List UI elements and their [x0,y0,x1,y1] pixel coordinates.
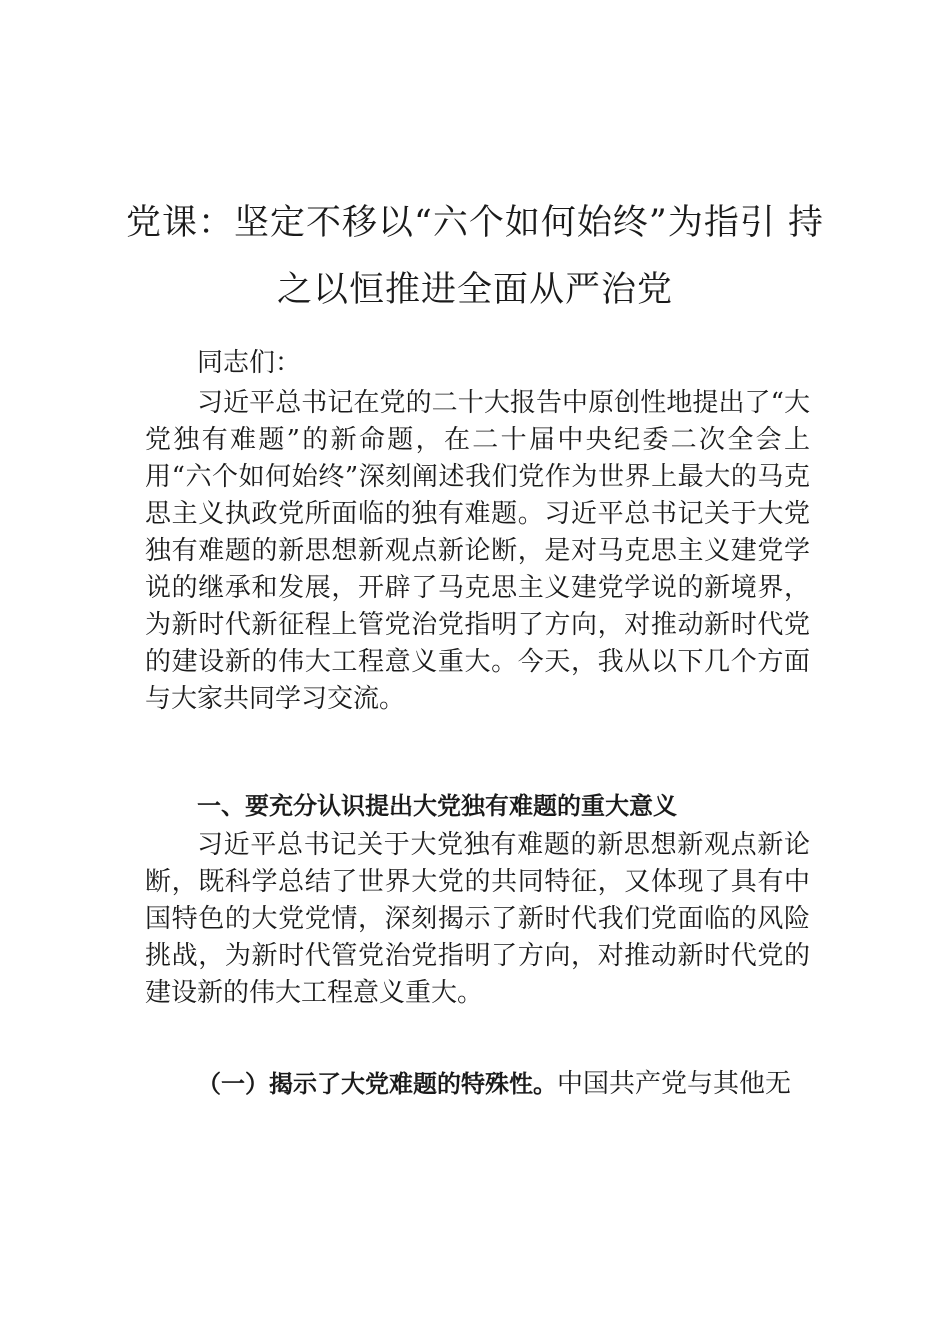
greeting: 同志们： [197,348,302,378]
document-title-line-2: 之以恒推进全面从严治党 [276,270,673,310]
subsection-text-1: 中国共产党与其他无 [557,1069,792,1099]
subsection-heading-1: （一）揭示了大党难题的特殊性。 [197,1070,557,1098]
paragraph-intro: 习近平总书记在党的二十大报告中原创性地提出了“大党独有难题”的新命题，在二十届中央纪委二次全会上用“六个如何始终”深刻阐述我们党作为世界上最大的马克思主义执政党所面临的独有难题。习近平总书记关于大党独有难题的新思想新观点新论断，是对马克思主义建党学说的继承和发展，开辟了马克思主义建党学说的新境界，为新时代新征程上管党治党指明了方向，对推动新时代党的建设新的伟大工程意义重大。今天，我从以下几个方面与大家共同学习交流。 [145,388,810,714]
section-heading-1: 一、要充分认识提出大党独有难题的重大意义 [197,792,677,820]
paragraph-section-1: 习近平总书记关于大党独有难题的新思想新观点新论断，既科学总结了世界大党的共同特征，又体现了具有中国特色的大党党情，深刻揭示了新时代我们党面临的风险挑战，为新时代管党治党指明了方向，对推动新时代党的建设新的伟大工程意义重大。 [145,830,810,1008]
document-title-line-1: 党课：坚定不移以“六个如何始终”为指引 持 [126,203,824,243]
subsection-paragraph-1 [145,1066,810,1103]
